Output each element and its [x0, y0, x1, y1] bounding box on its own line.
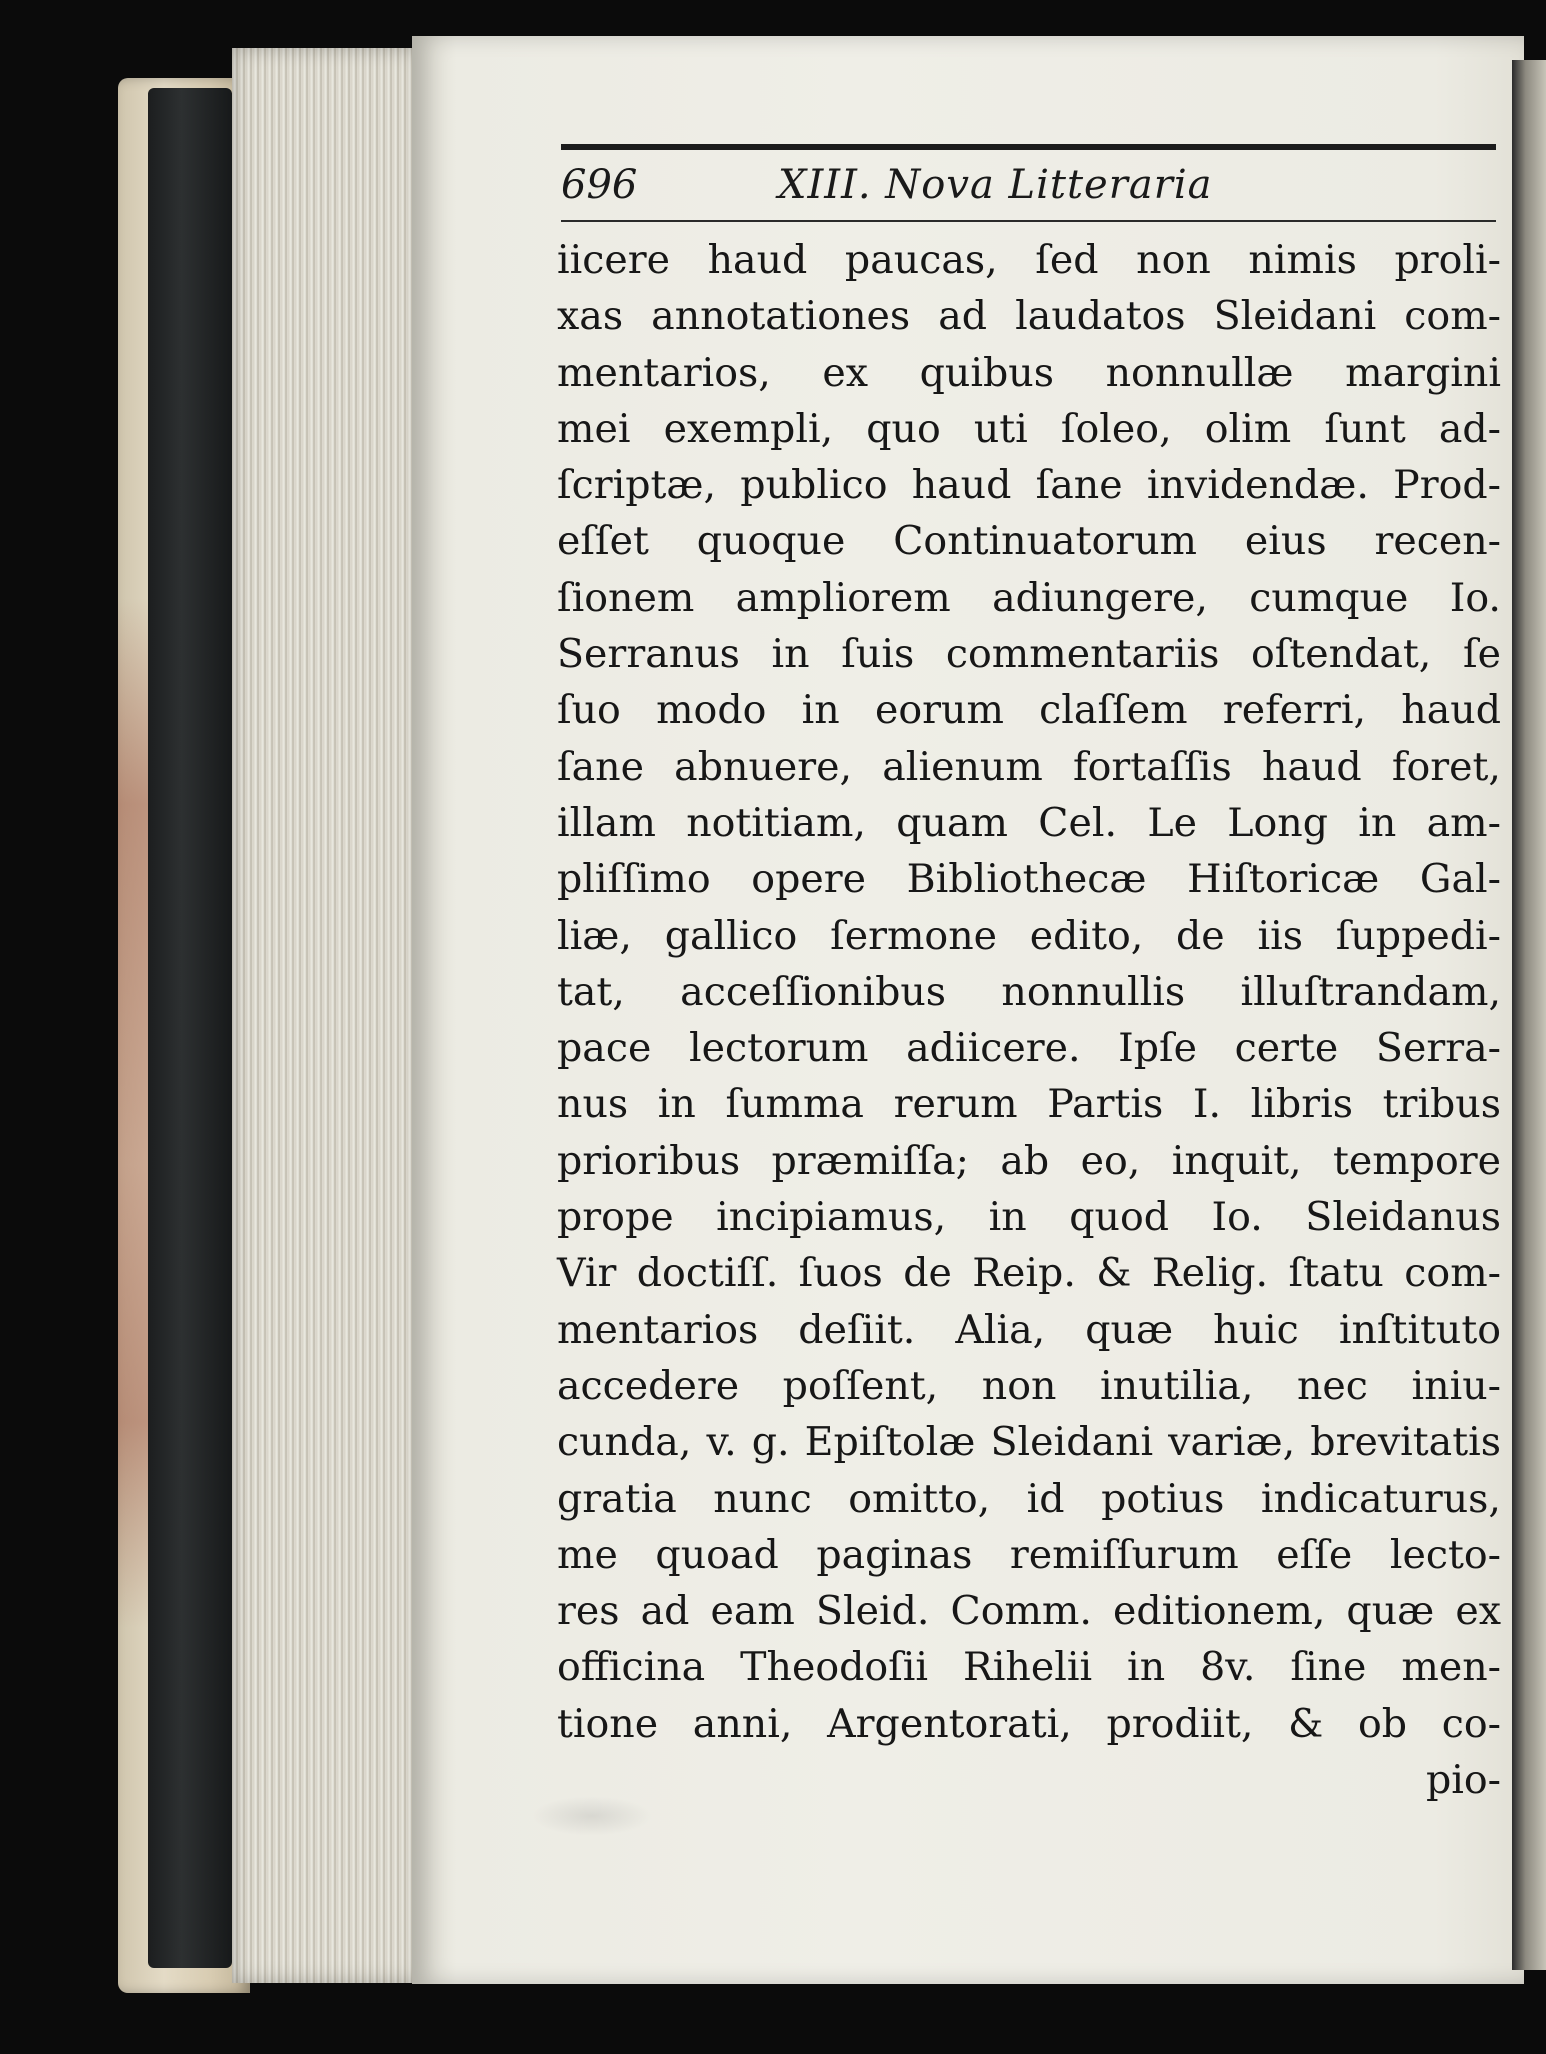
next-page-edge [1512, 60, 1546, 1970]
header-rule-bottom [561, 220, 1496, 222]
text-line: tione anni, Argentorati, prodiit, & ob co- [557, 1700, 1501, 1747]
text-line: prioribus præmiſſa; ab eo, inquit, tempore [557, 1137, 1501, 1184]
text-line: gratia nunc omitto, id potius indicaturus, [557, 1475, 1501, 1522]
text-line: ſionem ampliorem adiungere, cumque Io. [557, 574, 1501, 621]
text-line: cunda, v. g. Epiſtolæ Sleidani variæ, brevitatis [557, 1419, 1501, 1466]
text-line: eſſet quoque Continuatorum eius recen- [557, 518, 1501, 565]
text-line: liæ, gallico ſermone edito, de iis ſuppedi- [557, 912, 1501, 959]
text-line: illam notitiam, quam Cel. Le Long in am- [557, 799, 1501, 846]
book-spine [148, 88, 232, 1968]
text-line: ſuo modo in eorum claſſem referri, haud [557, 687, 1501, 734]
text-line: prope incipiamus, in quod Io. Sleidanus [557, 1194, 1501, 1241]
text-line: me quoad paginas remiſſurum eſſe lecto- [557, 1531, 1501, 1578]
text-line: ſcriptæ, publico haud ſane invidendæ. Prod- [557, 462, 1501, 509]
text-line: res ad eam Sleid. Comm. editionem, quæ ex [557, 1588, 1501, 1635]
page-edges [232, 48, 422, 1983]
page-header [561, 154, 1496, 216]
book-page [412, 36, 1524, 1984]
text-line: Vir doctiſſ. ſuos de Reip. & Relig. ſtatu com- [557, 1250, 1501, 1297]
text-line: accedere poſſent, non inutilia, nec iniu- [557, 1362, 1501, 1409]
running-head: XIII. Nova Litteraria [778, 162, 1213, 208]
text-line: xas annotationes ad laudatos Sleidani com- [557, 293, 1501, 340]
body-text [557, 232, 1501, 1808]
text-line: mentarios deſiit. Alia, quæ huic inſtituto [557, 1306, 1501, 1353]
bleed-through-mark [532, 1796, 652, 1836]
text-line: nus in ſumma rerum Partis I. libris tribus [557, 1081, 1501, 1128]
page-number: 696 [561, 162, 638, 208]
text-line: officina Theodoſii Rihelii in 8v. ſine men- [557, 1644, 1501, 1691]
text-line: mei exempli, quo uti ſoleo, olim ſunt ad- [557, 405, 1501, 452]
header-rule-top [561, 144, 1496, 150]
text-line: Serranus in ſuis commentariis oſtendat, ſe [557, 631, 1501, 678]
text-line: tat, acceſſionibus nonnullis illuſtrandam, [557, 968, 1501, 1015]
text-line: pace lectorum adiicere. Ipſe certe Serra- [557, 1025, 1501, 1072]
text-line: pliſſimo opere Bibliothecæ Hiſtoricæ Gal- [557, 856, 1501, 903]
text-line: mentarios, ex quibus nonnullæ margini [557, 349, 1501, 396]
text-line: iicere haud paucas, ſed non nimis proli- [557, 237, 1501, 283]
catchword: pio- [1425, 1757, 1501, 1804]
text-line: ſane abnuere, alienum fortaſſis haud foret, [557, 743, 1501, 790]
